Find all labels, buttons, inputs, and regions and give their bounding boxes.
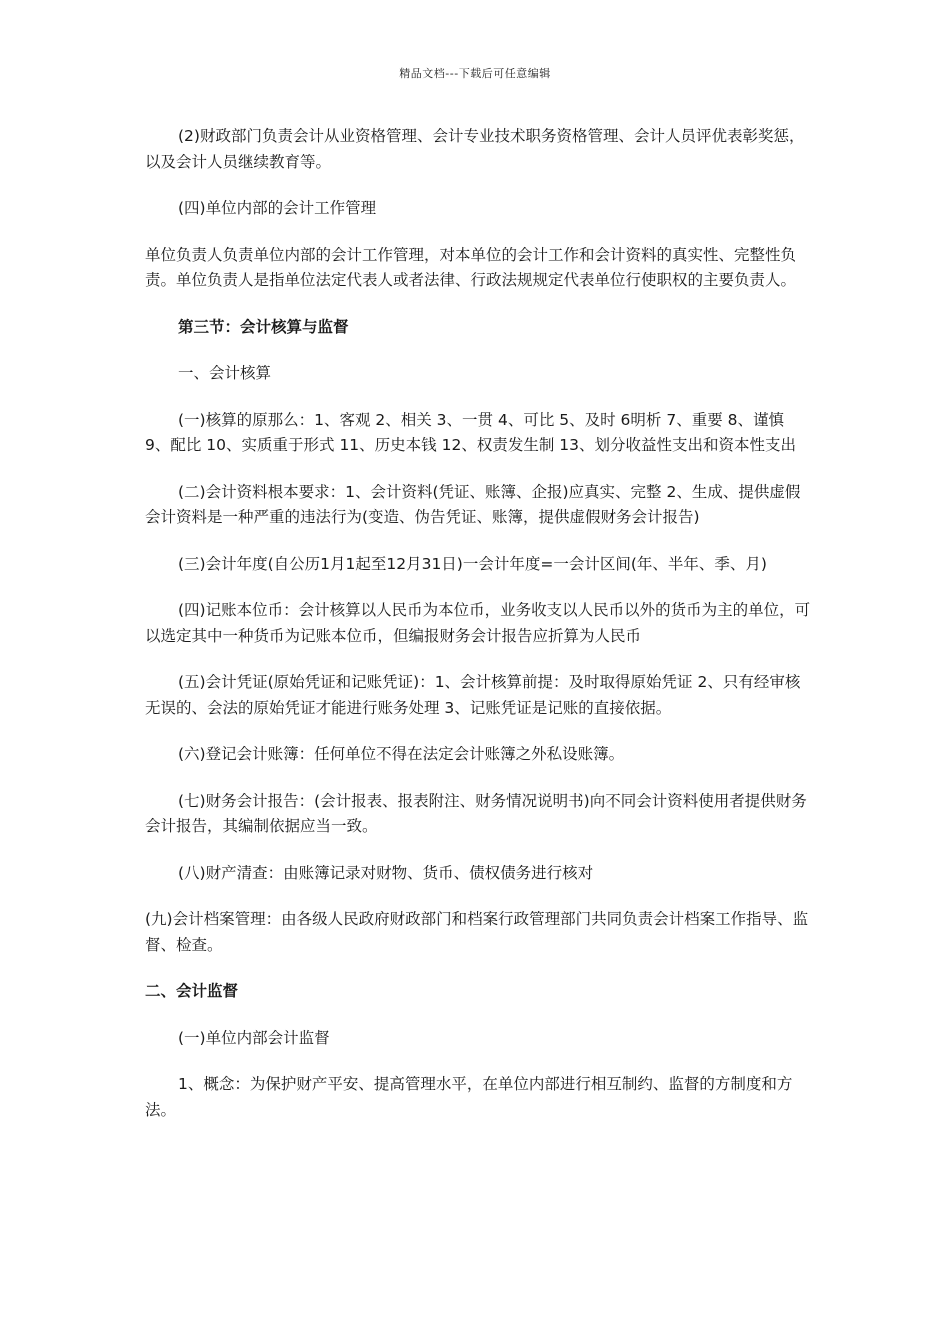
subheading-accounting: 一、会计核算	[178, 364, 272, 382]
page-header: 精品文档---下载后可任意编辑	[399, 67, 551, 80]
paragraph-asset-inventory: (八)财产清查：由账簿记录对财物、货币、债权债务进行核对	[178, 863, 594, 882]
paragraph-currency: (四)记账本位币：会计核算以人民币为本位币，业务收支以人民币以外的货币为主的单位，可以选定其中一种货币为记账本位币，但编报财务会计报告应折算为人民币	[145, 601, 811, 645]
document-body	[145, 124, 813, 1144]
section-title: 第三节：会计核算与监督	[178, 317, 349, 336]
paragraph-vouchers: (五)会计凭证(原始凭证和记账凭证)：1、会计核算前提：及时取得原始凭证 2、只有经审核无误的、会法的原始凭证才能进行账务处理 3、记账凭证是记账的直接依据。	[145, 673, 801, 717]
paragraph-ledgers: (六)登记会计账簿：任何单位不得在法定会计账簿之外私设账簿。	[178, 745, 625, 763]
subheading-internal-supervision: (一)单位内部会计监督	[178, 1028, 330, 1047]
paragraph-unit-head-responsibility: 单位负责人负责单位内部的会计工作管理，对本单位的会计工作和会计资料的真实性、完整性负责。单位负责人是指单位法定代表人或者法律、行政法规规定代表单位行使职权的主要负责人。	[145, 245, 797, 289]
paragraph-concept: 1、概念：为保护财产平安、提高管理水平，在单位内部进行相互制约、监督的方制度和方法。	[145, 1075, 793, 1119]
paragraph-archives: (九)会计档案管理：由各级人民政府财政部门和档案行政管理部门共同负责会计档案工作指导、监督、检查。	[145, 910, 809, 954]
paragraph-financial-reports: (七)财务会计报告：(会计报表、报表附注、财务情况说明书)向不同会计资料使用者提供财务会计报告，其编制依据应当一致。	[145, 791, 807, 835]
paragraph-finance-dept-duties: (2)财政部门负责会计从业资格管理、会计专业技术职务资格管理、会计人员评优表彰奖惩，以及会计人员继续教育等。	[145, 127, 805, 171]
paragraph-principles: (一)核算的原那么：1、客观 2、相关 3、一贯 4、可比 5、及时 6明析 7、重要 8、谨慎 9、配比 10、实质重于形式 11、历史本钱 12、权责发生制 13、划分收益性支出和资本性支出	[145, 410, 796, 454]
subheading-supervision: 二、会计监督	[145, 982, 239, 1000]
subheading-internal-management: (四)单位内部的会计工作管理	[178, 199, 377, 217]
paragraph-basic-requirements: (二)会计资料根本要求：1、会计资料(凭证、账簿、企报)应真实、完整 2、生成、提供虚假会计资料是一种严重的违法行为(变造、伪告凭证、账簿，提供虚假财务会计报告)	[145, 482, 801, 526]
paragraph-fiscal-year: (三)会计年度(自公历1月1起至12月31日)一会计年度=一会计区间(年、半年、季、月)	[178, 554, 767, 573]
